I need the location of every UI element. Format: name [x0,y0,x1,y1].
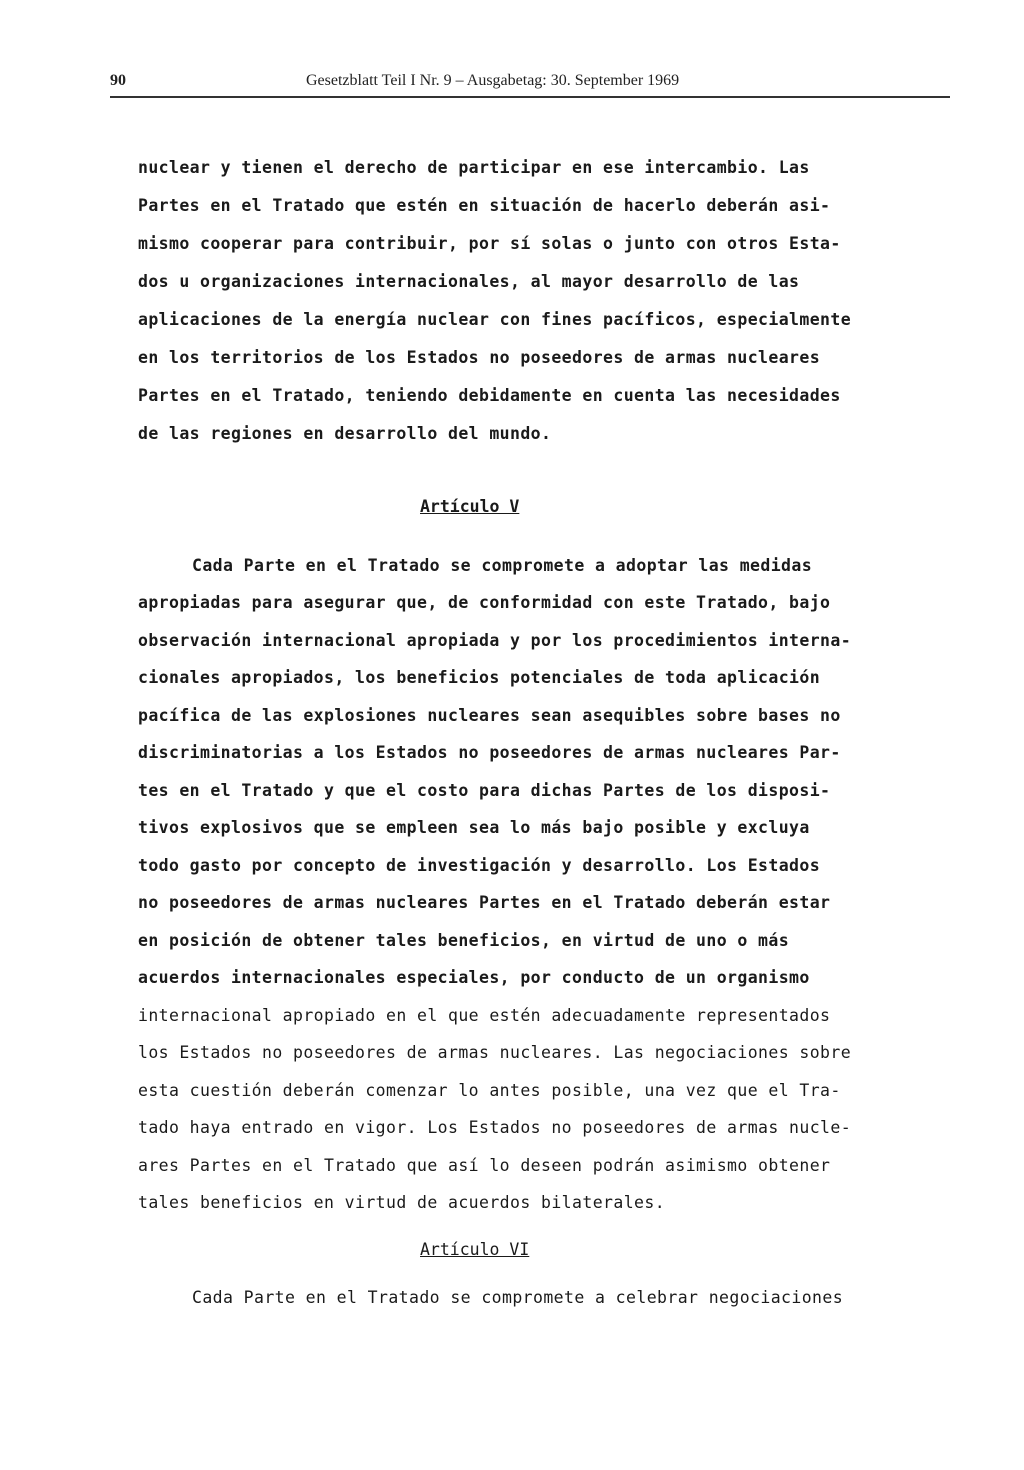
text-line: cionales apropiados, los beneficios potenciales de toda aplicación [138,668,821,687]
text-line: no poseedores de armas nucleares Partes en el Tratado deberán estar [138,893,831,912]
text-line: tales beneficios en virtud de acuerdos bilaterales. [138,1193,666,1212]
text-line: ares Partes en el Tratado que así lo deseen podrán asimismo obtener [138,1156,831,1175]
text-line: acuerdos internacionales especiales, por conducto de un organismo [138,968,810,987]
text-line: tes en el Tratado y que el costo para dichas Partes de los disposi- [138,781,831,800]
text-line: los Estados no poseedores de armas nucleares. Las negociaciones sobre [138,1043,852,1062]
text-line: Cada Parte en el Tratado se compromete a adoptar las medidas [192,556,813,575]
text-line: de las regiones en desarrollo del mundo. [138,424,552,443]
page-header [110,72,950,94]
text-line: apropiadas para asegurar que, de conformidad con este Tratado, bajo [138,593,831,612]
text-line: mismo cooperar para contribuir, por sí solas o junto con otros Esta- [138,234,841,253]
text-line: internacional apropiado en el que estén adecuadamente representados [138,1006,831,1025]
text-line: Partes en el Tratado que estén en situación de hacerlo deberán asi- [138,196,831,215]
text-line: nuclear y tienen el derecho de participar en ese intercambio. Las [138,158,810,177]
text-line: observación internacional apropiada y por los procedimientos interna- [138,631,852,650]
text-line: Cada Parte en el Tratado se compromete a celebrar negociaciones [192,1288,844,1307]
text-line: pacífica de las explosiones nucleares sean asequibles sobre bases no [138,706,841,725]
text-line: esta cuestión deberán comenzar lo antes posible, una vez que el Tra- [138,1081,841,1100]
text-line: en posición de obtener tales beneficios, en virtud de uno o más [138,931,790,950]
header-rule [110,96,950,98]
text-line: todo gasto por concepto de investigación y desarrollo. Los Estados [138,856,821,875]
running-title: Gesetzblatt Teil I Nr. 9 – Ausgabetag: 30. September 1969 [306,72,680,89]
page-number: 90 [110,72,126,89]
text-line: dos u organizaciones internacionales, al mayor desarrollo de las [138,272,800,291]
text-line: tado haya entrado en vigor. Los Estados no poseedores de armas nucle- [138,1118,852,1137]
text-line: discriminatorias a los Estados no poseedores de armas nucleares Par- [138,743,841,762]
text-line: Partes en el Tratado, teniendo debidamente en cuenta las necesidades [138,386,841,405]
article-vi-heading: Artículo VI [420,1240,530,1259]
text-line: aplicaciones de la energía nuclear con fines pacíficos, especialmente [138,310,852,329]
text-line: en los territorios de los Estados no poseedores de armas nucleares [138,348,821,367]
article-v-heading: Artículo V [420,497,520,516]
text-line: tivos explosivos que se empleen sea lo más bajo posible y excluya [138,818,810,837]
